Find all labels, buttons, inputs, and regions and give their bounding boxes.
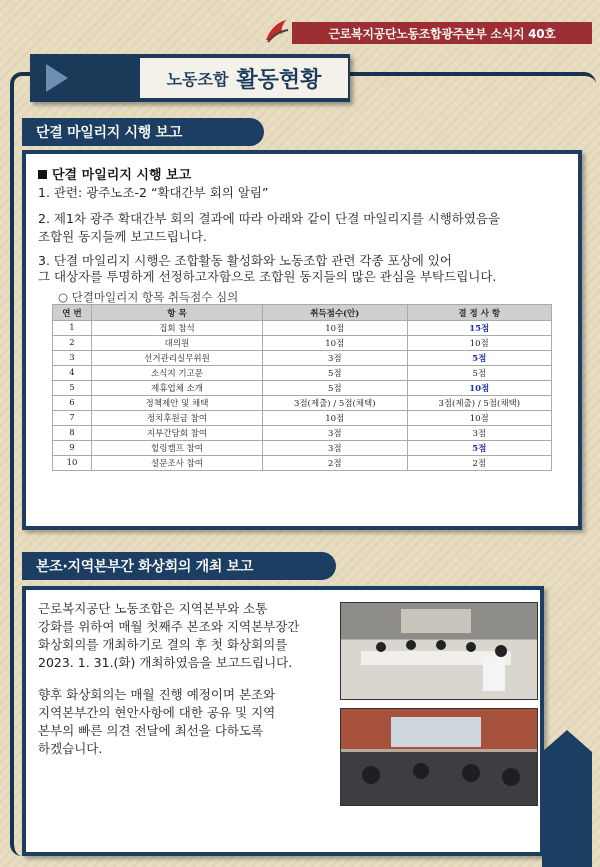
mileage-report-card: [22, 150, 582, 530]
table-cell: 3점: [263, 441, 408, 456]
table-cell: 2점: [407, 456, 552, 471]
table-row: [53, 426, 552, 441]
table-cell: 정책제안 및 채택: [92, 396, 263, 411]
table-row: [53, 351, 552, 366]
table-cell: 3점(제출) / 5점(채택): [263, 396, 408, 411]
table-cell: 10점: [407, 411, 552, 426]
table-header-cell: 결 정 사 항: [407, 305, 552, 321]
table-cell: 선거관리실무위원: [92, 351, 263, 366]
report-line-3a: 3. 단결 마일리지 시행은 조합활동 활성화와 노동조합 관련 각종 포상에 있어: [38, 253, 452, 268]
table-cell: 설문조사 참여: [92, 456, 263, 471]
meeting-photo-1: [340, 602, 538, 700]
table-cell: 15점: [407, 321, 552, 336]
conference-line-2b: 지역본부간의 현안사항에 대한 공유 및 지역: [38, 705, 276, 720]
arrow-icon: [46, 64, 68, 92]
table-row: [53, 396, 552, 411]
table-row: [53, 366, 552, 381]
conference-line-1b: 강화를 위하여 매월 첫째주 본조와 지역본부장간: [38, 619, 300, 634]
table-cell: 10점: [263, 321, 408, 336]
table-header-cell: 항 목: [92, 305, 263, 321]
table-cell: 5점: [407, 441, 552, 456]
table-cell: 대의원: [92, 336, 263, 351]
table-cell: 10: [53, 456, 92, 471]
conference-line-2c: 본부의 빠른 의견 전달에 최선을 다하도록: [38, 723, 264, 738]
table-cell: 3점: [263, 426, 408, 441]
table-row: [53, 321, 552, 336]
table-header-cell: 취득점수(안): [263, 305, 408, 321]
conference-line-1a: 근로복지공단 노동조합은 지역본부와 소통: [38, 601, 268, 616]
table-cell: 8: [53, 426, 92, 441]
section-label-conference: 본조·지역본부간 화상회의 개최 보고: [22, 552, 336, 580]
table-cell: 2점: [263, 456, 408, 471]
table-cell: 5점: [407, 366, 552, 381]
conference-line-1c: 화상회의를 개최하기로 결의 후 첫 화상회의를: [38, 637, 288, 652]
conference-line-1d: 2023. 1. 31.(화) 개최하였음을 보고드립니다.: [38, 655, 293, 670]
union-logo-icon: [262, 16, 292, 46]
table-cell: 4: [53, 366, 92, 381]
meeting-photo-2: [340, 708, 538, 806]
table-header-cell: 연 번: [53, 305, 92, 321]
table-cell: 집회 참석: [92, 321, 263, 336]
table-cell: 5점: [263, 366, 408, 381]
report-line-1: 1. 관련: 광주노조-2 “확대간부 회의 알림”: [38, 185, 269, 200]
report-heading: 단결 마일리지 시행 보고: [38, 164, 191, 183]
table-row: [53, 411, 552, 426]
table-caption: ○ 단결마일리지 항목 취득점수 심의: [58, 290, 239, 304]
table-cell: 7: [53, 411, 92, 426]
table-row: [53, 336, 552, 351]
table-cell: 정치후원금 참여: [92, 411, 263, 426]
table-row: [53, 381, 552, 396]
table-cell: 10점: [407, 336, 552, 351]
table-cell: 5: [53, 381, 92, 396]
table-cell: 10점: [407, 381, 552, 396]
table-cell: 1: [53, 321, 92, 336]
table-cell: 10점: [263, 336, 408, 351]
title-small: 노동조합: [166, 69, 229, 89]
report-line-3b: 그 대상자를 투명하게 선정하고자함으로 조합원 동지들의 많은 관심을 부탁드립니다.: [38, 269, 497, 284]
table-cell: 6: [53, 396, 92, 411]
table-row: [53, 441, 552, 456]
table-cell: 5점: [263, 381, 408, 396]
table-cell: 제휴업체 소개: [92, 381, 263, 396]
table-cell: 2: [53, 336, 92, 351]
square-bullet-icon: [38, 170, 47, 179]
table-cell: 10점: [263, 411, 408, 426]
conference-paragraph-1: [38, 600, 338, 672]
table-cell: 3점: [407, 426, 552, 441]
table-cell: 3점(제출) / 5점(채택): [407, 396, 552, 411]
conference-line-2d: 하겠습니다.: [38, 741, 103, 756]
table-cell: 소식지 기고문: [92, 366, 263, 381]
conference-line-2a: 향후 화상회의는 매월 진행 예정이며 본조와: [38, 687, 276, 702]
conference-paragraph-2: [38, 686, 338, 758]
publication-header: 근로복지공단노동조합광주본부 소식지 40호: [292, 22, 592, 44]
table-cell: 3점: [263, 351, 408, 366]
page-title: 활동현황: [236, 67, 322, 93]
decorative-corner: [542, 752, 592, 867]
report-line-2a: 2. 제1차 광주 확대간부 회의 결과에 따라 아래와 같이 단결 마일리지를 시행하였음을: [38, 211, 501, 226]
table-cell: 3: [53, 351, 92, 366]
section-label-mileage: 단결 마일리지 시행 보고: [22, 118, 264, 146]
page-title-banner: [30, 54, 350, 102]
mileage-score-table: [52, 304, 552, 471]
table-cell: 5점: [407, 351, 552, 366]
table-row: [53, 456, 552, 471]
table-cell: 지부간담회 참여: [92, 426, 263, 441]
report-line-2b: 조합원 동지들께 보고드립니다.: [38, 229, 207, 244]
table-cell: 힐링캠프 참여: [92, 441, 263, 456]
table-cell: 9: [53, 441, 92, 456]
